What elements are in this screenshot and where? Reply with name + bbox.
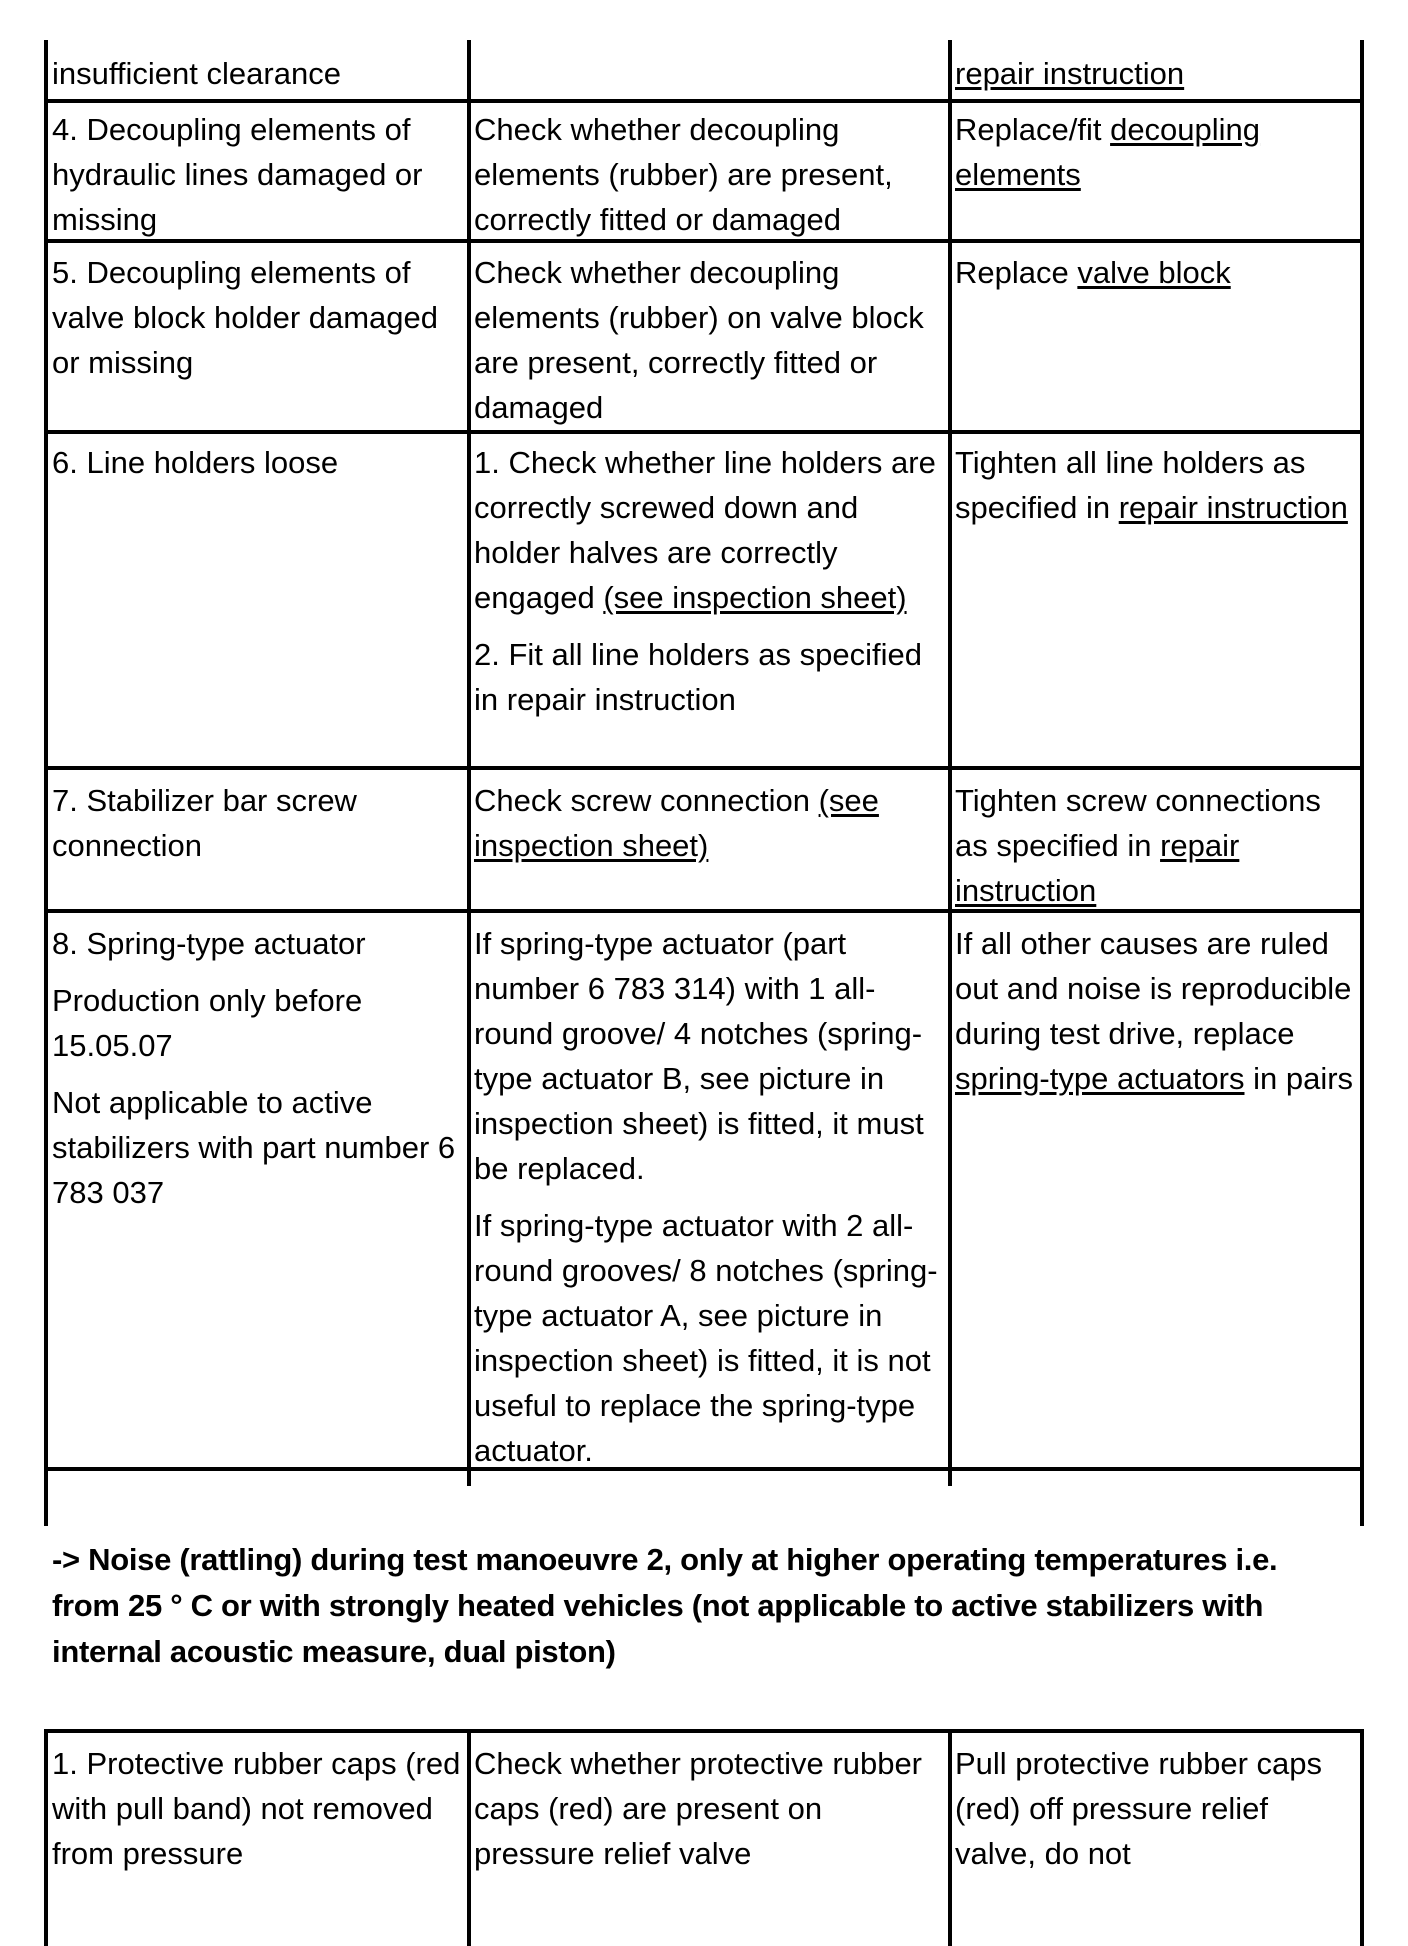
cause-cell	[52, 1741, 462, 1876]
cell-text: Check whether protective rubber caps (red) are present on pressure relief valve	[474, 1746, 923, 1871]
cause-cell	[52, 778, 462, 868]
action-paragraph	[955, 51, 1355, 96]
check-cell	[474, 778, 944, 868]
cell-text: Check whether decoupling elements (rubber) are present, correctly fitted or damaged	[474, 112, 893, 237]
cause-cell	[52, 107, 462, 242]
action-paragraph	[955, 107, 1355, 197]
cell-text: Tighten screw connections as specified in	[955, 783, 1321, 863]
cell-text: Pull protective rubber caps (red) off pressure relief valve, do not	[955, 1746, 1323, 1871]
action-cell	[955, 1741, 1355, 1876]
table-border-left	[44, 1729, 48, 1946]
link-text[interactable]: repair instruction	[955, 828, 1240, 908]
check-paragraph	[474, 778, 944, 868]
check-paragraph	[474, 440, 944, 620]
action-paragraph	[955, 921, 1355, 1101]
cause-paragraph: 7. Stabilizer bar screw connection	[52, 783, 357, 863]
action-paragraph	[955, 1741, 1355, 1876]
action-cell	[955, 921, 1355, 1101]
check-paragraph	[474, 1741, 944, 1876]
check-cell	[474, 107, 944, 242]
action-paragraph	[955, 250, 1355, 295]
cell-text: Tighten all line holders as specified in	[955, 445, 1306, 525]
row-divider	[44, 99, 1364, 103]
row-divider	[44, 430, 1364, 434]
column-divider-1	[467, 40, 471, 1486]
check-paragraph	[474, 107, 944, 242]
column-divider-2	[948, 1729, 952, 1946]
cause-cell	[52, 250, 462, 385]
check-paragraph	[474, 250, 944, 430]
link-text[interactable]: repair instruction	[1118, 490, 1348, 525]
cell-text: Replace/fit	[955, 112, 1111, 147]
cell-text: 1. Check whether line holders are correctly screwed down and holder halves are correctly engaged	[474, 445, 936, 615]
row-divider	[44, 1729, 1364, 1733]
check-paragraph	[474, 632, 944, 722]
table-border-right	[1360, 1729, 1364, 1946]
cell-text: If spring-type actuator (part number 6 783 314) with 1 all-round groove/ 4 notches (spring-type actuator B, see picture in inspection sheet) is fitted, it must be replaced.	[474, 926, 924, 1186]
cell-text: If spring-type actuator with 2 all-round grooves/ 8 notches (spring-type actuator A, see picture in inspection sheet) is fitted, it is not useful to replace the spring-type actuator.	[474, 1208, 938, 1468]
action-cell	[955, 440, 1355, 530]
cell-text: If all other causes are ruled out and noise is reproducible during test drive, replace	[955, 926, 1352, 1051]
action-cell	[955, 250, 1355, 295]
cell-text: 2. Fit all line holders as specified in repair instruction	[474, 637, 923, 717]
action-paragraph	[955, 778, 1355, 913]
check-cell	[474, 440, 944, 722]
cause-cell	[52, 440, 462, 485]
check-paragraph	[474, 1203, 944, 1473]
link-text[interactable]: (see inspection sheet)	[474, 783, 879, 863]
cause-paragraph: 1. Protective rubber caps (red with pull band) not removed from pressure	[52, 1746, 461, 1871]
cause-cell	[52, 921, 462, 1215]
check-paragraph	[474, 921, 944, 1191]
cell-text: Check whether decoupling elements (rubber) on valve block are present, correctly fitted or damaged	[474, 255, 924, 425]
cell-text: in pairs	[1244, 1061, 1354, 1096]
cell-text: Check screw connection	[474, 783, 819, 818]
cause-paragraph: Production only before 15.05.07	[52, 983, 363, 1063]
cause-paragraph: Not applicable to active stabilizers with part number 6 783 037	[52, 1085, 456, 1210]
cause-paragraph: 6. Line holders loose	[52, 445, 339, 480]
column-divider-1	[467, 1729, 471, 1946]
link-text[interactable]: valve block	[1077, 255, 1231, 290]
link-text[interactable]: spring-type actuators	[955, 1061, 1245, 1096]
cell-text: Replace	[955, 255, 1078, 290]
action-cell	[955, 51, 1355, 96]
cause-cell	[52, 51, 462, 96]
check-cell	[474, 1741, 944, 1876]
action-cell	[955, 778, 1355, 913]
row-divider	[44, 766, 1364, 770]
link-text[interactable]: decoupling elements	[955, 112, 1261, 192]
table-border-left	[44, 40, 48, 1526]
cause-paragraph: insufficient clearance	[52, 56, 341, 91]
action-cell	[955, 107, 1355, 197]
cause-paragraph: 5. Decoupling elements of valve block holder damaged or missing	[52, 255, 439, 380]
cause-paragraph: 8. Spring-type actuator	[52, 926, 366, 961]
check-cell	[474, 250, 944, 430]
cause-paragraph: 4. Decoupling elements of hydraulic lines damaged or missing	[52, 112, 423, 237]
link-text[interactable]: repair instruction	[955, 56, 1185, 91]
link-text[interactable]: (see inspection sheet)	[603, 580, 907, 615]
section-heading: -> Noise (rattling) during test manoeuvre 2, only at higher operating temperatures i.e. from 25 ° C or with strongly heated vehicles (not applicable to active stabilizers with internal acoustic measure, dual piston)	[52, 1542, 1278, 1669]
check-cell	[474, 921, 944, 1473]
column-divider-2	[948, 40, 952, 1486]
table-border-right	[1360, 40, 1364, 1526]
action-paragraph	[955, 440, 1355, 530]
